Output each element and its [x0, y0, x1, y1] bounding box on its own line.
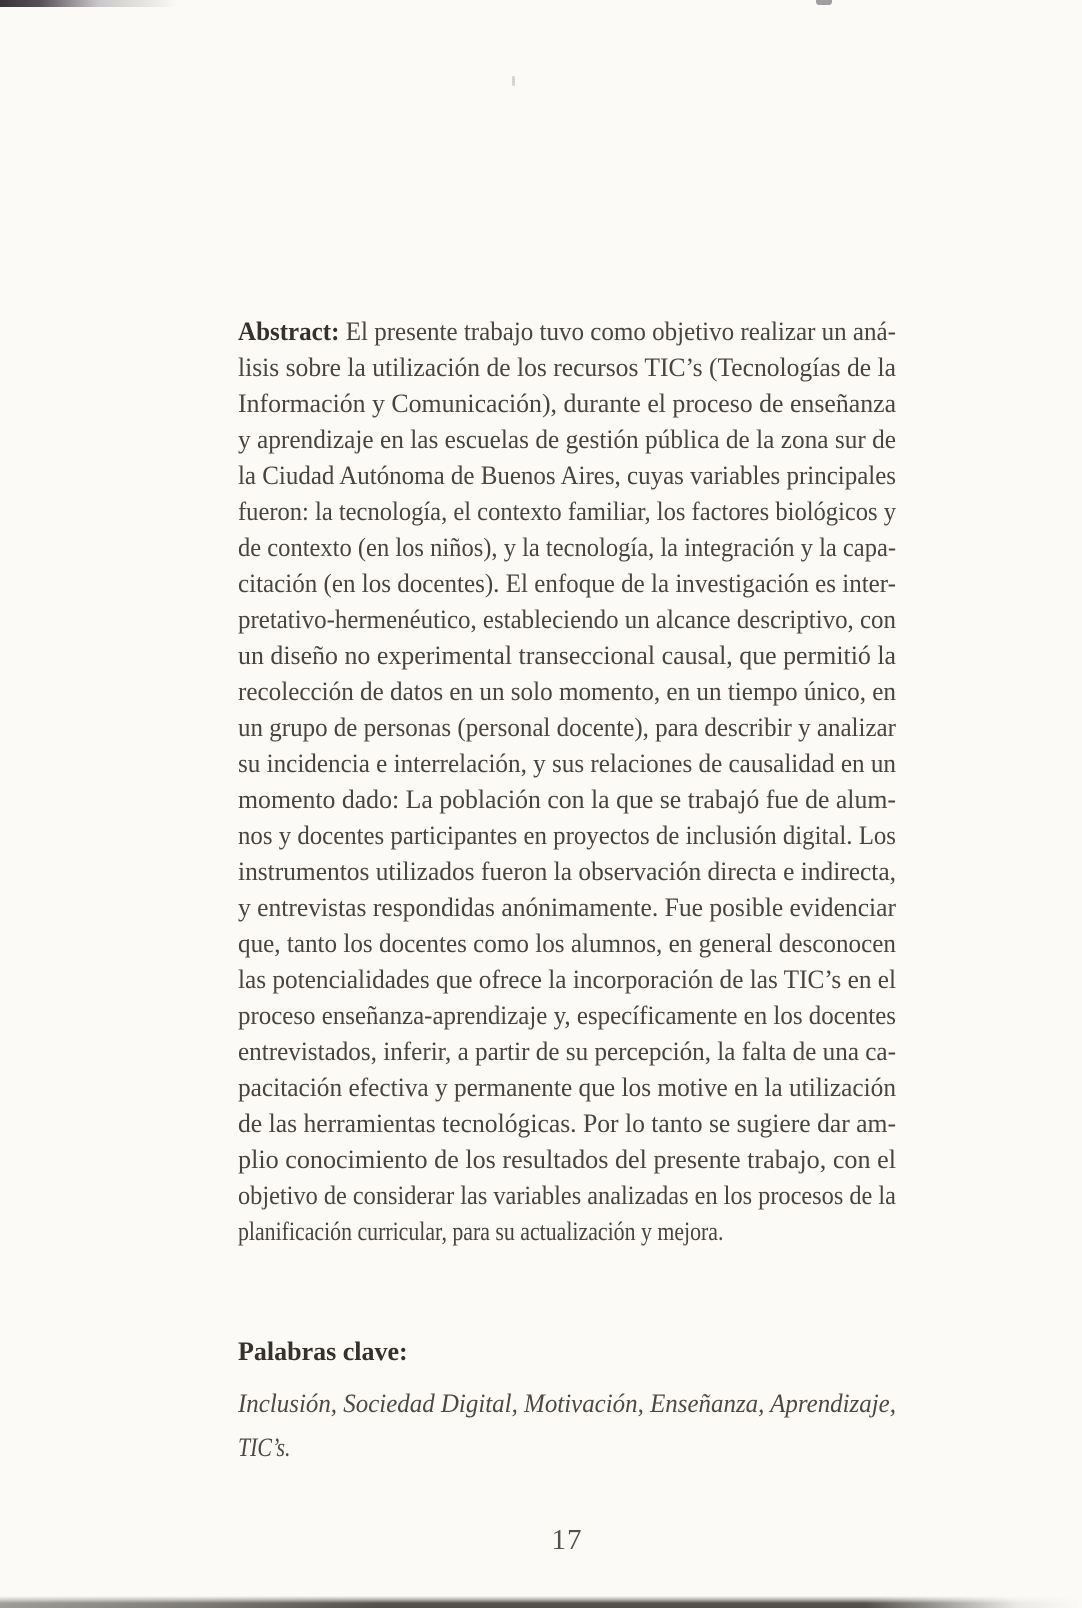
abstract-line: su incidencia e interrelación, y sus relaciones de causalidad en un: [238, 749, 896, 778]
abstract-line: de las herramientas tecnológicas. Por lo tanto se sugiere dar am-: [238, 1109, 897, 1138]
abstract-line: objetivo de considerar las variables analizadas en los procesos de la: [238, 1181, 896, 1210]
abstract-line: de contexto (en los niños), y la tecnología, la integración y la capa-: [238, 533, 897, 562]
keywords-line: Inclusión, Sociedad Digital, Motivación, Enseñanza, Aprendizaje,: [238, 1389, 896, 1418]
abstract-line: momento dado: La población con la que se trabajó fue de alum-: [238, 785, 896, 814]
page-number: 17: [551, 1524, 583, 1556]
scan-artifact-top-tick: [816, 0, 832, 5]
abstract-line: citación (en los docentes). El enfoque de la investigación es inter-: [238, 569, 896, 598]
abstract-line: que, tanto los docentes como los alumnos, en general desconocen: [238, 929, 896, 958]
abstract-line: plio conocimiento de los resultados del presente trabajo, con el: [238, 1145, 897, 1174]
abstract-line: la Ciudad Autónoma de Buenos Aires, cuyas variables principales: [238, 461, 897, 490]
abstract-line: entrevistados, inferir, a partir de su percepción, la falta de una ca-: [238, 1037, 896, 1066]
abstract-label: Abstract:: [238, 317, 340, 346]
scan-edge-bottom: [0, 1596, 1082, 1608]
abstract-line: un grupo de personas (personal docente), para describir y analizar: [238, 713, 896, 742]
abstract-line: proceso enseñanza-aprendizaje y, específicamente en los docentes: [238, 1001, 896, 1030]
keywords-heading: Palabras clave:: [238, 1337, 408, 1366]
abstract-line: pretativo-hermenéutico, estableciendo un alcance descriptivo, con: [238, 605, 896, 634]
abstract-line: pacitación efectiva y permanente que los motive en la utilización: [238, 1073, 896, 1102]
abstract-line: Abstract: El presente trabajo tuvo como objetivo realizar un aná-: [238, 317, 896, 346]
abstract-line: planificación curricular, para su actualización y mejora.: [238, 1217, 724, 1246]
keywords-text: [238, 1382, 896, 1470]
abstract-line: y entrevistas respondidas anónimamente. Fue posible evidenciar: [238, 893, 897, 922]
keywords-line: TIC’s.: [238, 1433, 291, 1462]
abstract-line: instrumentos utilizados fueron la observación directa e indirecta,: [238, 857, 897, 886]
page-content: [238, 314, 896, 1470]
scan-speckle: [512, 76, 515, 86]
abstract-line: recolección de datos en un solo momento, en un tiempo único, en: [238, 677, 896, 706]
abstract-line: un diseño no experimental transeccional causal, que permitió la: [238, 641, 897, 670]
abstract-line: fueron: la tecnología, el contexto familiar, los factores biológicos y: [238, 497, 897, 526]
scan-artifact-top-left: [0, 0, 178, 7]
abstract-line: y aprendizaje en las escuelas de gestión pública de la zona sur de: [238, 425, 897, 454]
abstract-line: nos y docentes participantes en proyectos de inclusión digital. Los: [238, 821, 896, 850]
abstract-line: las potencialidades que ofrece la incorporación de las TIC’s en el: [238, 965, 897, 994]
abstract-line: Información y Comunicación), durante el proceso de enseñanza: [238, 389, 897, 418]
abstract-paragraph: [238, 314, 896, 1250]
abstract-line: lisis sobre la utilización de los recursos TIC’s (Tecnologías de la: [238, 353, 896, 382]
